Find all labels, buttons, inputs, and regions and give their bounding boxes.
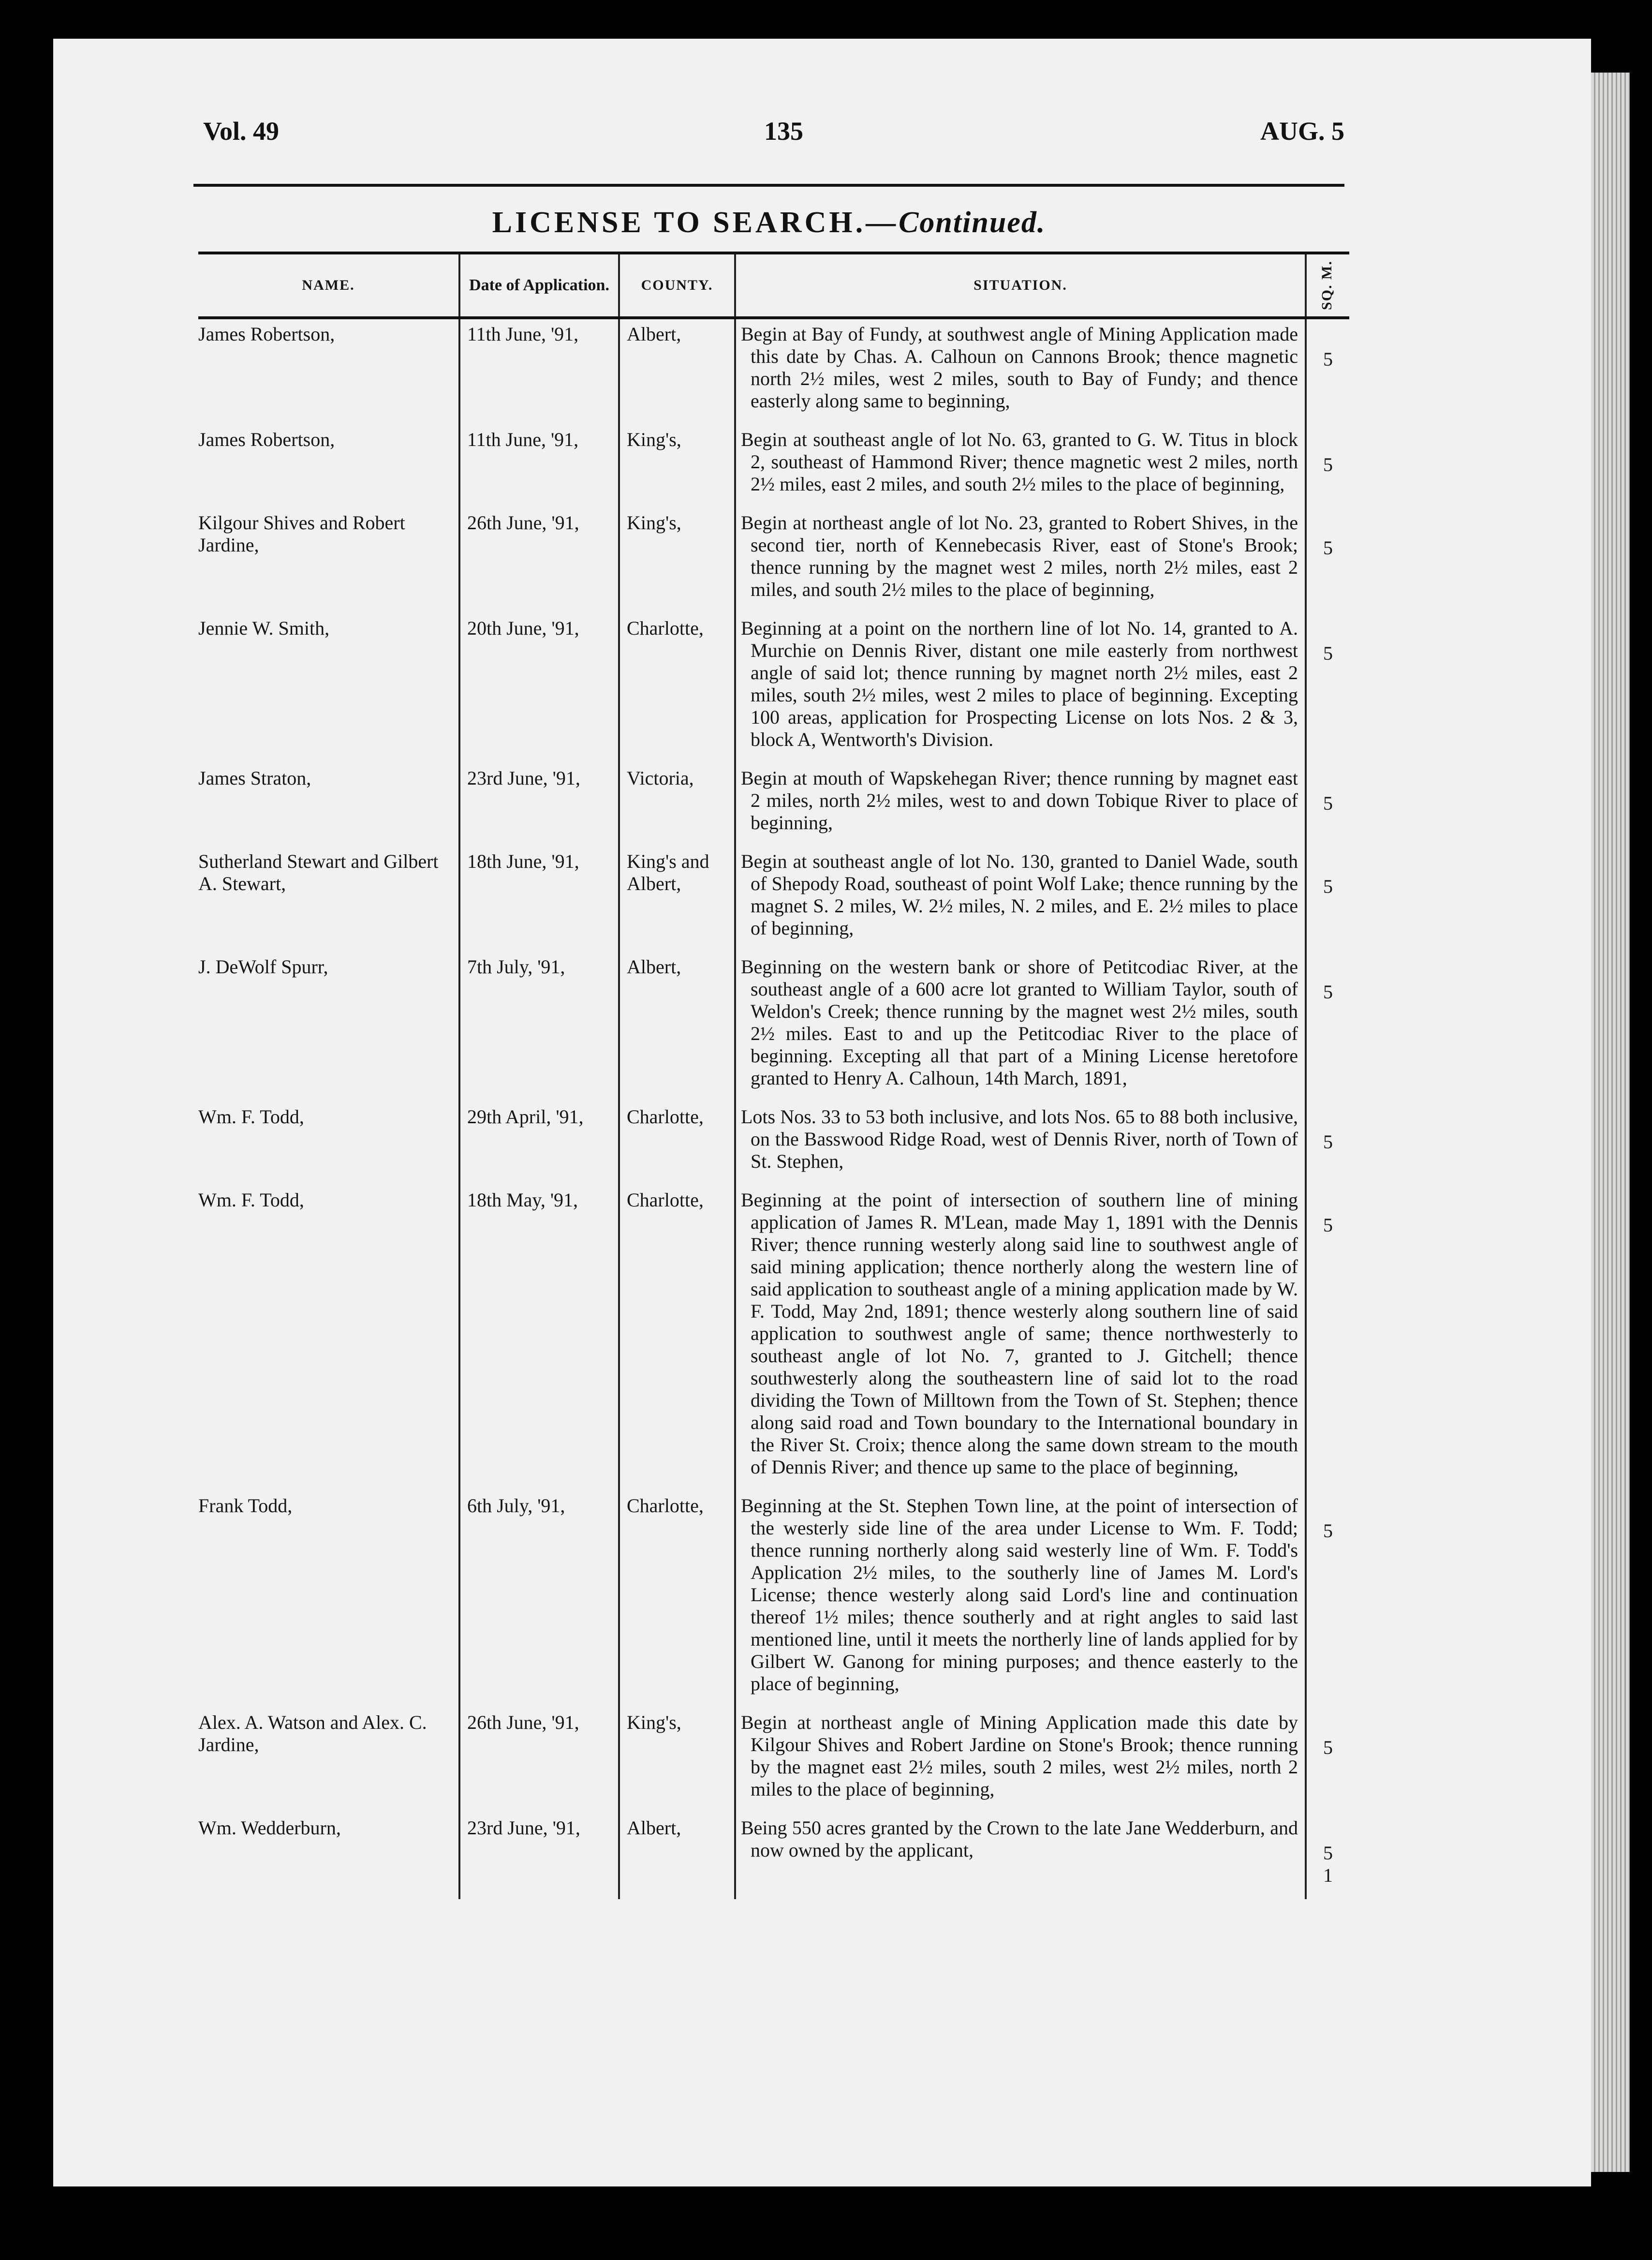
entry-date: 7th July, '91, bbox=[459, 952, 619, 1102]
entry-date: 11th June, '91, bbox=[459, 425, 619, 508]
entry-situation: Beginning at a point on the northern line of lot No. 14, granted to A. Murchie on Dennis River, distant one mile easterly from northwest angle of said lot; thence running by magnet north 2½ miles, east 2 miles, south 2½ miles, west 2 miles to place of beginning. Excepting 100 areas, application for Prospecting License on lots Nos. 2 & 3, block A, Wentworth's Division. bbox=[735, 613, 1306, 763]
volume-label: Vol. 49 bbox=[203, 117, 280, 146]
entry-date: 26th June, '91, bbox=[459, 508, 619, 613]
column-header-date: Date of Application. bbox=[459, 253, 619, 318]
entry-date: 29th April, '91, bbox=[459, 1102, 619, 1185]
column-header-county: COUNTY. bbox=[619, 253, 735, 318]
month-marker: AUG. 5 bbox=[1260, 117, 1344, 146]
column-header-sq-m: SQ. M. bbox=[1306, 253, 1349, 318]
running-head-text bbox=[193, 116, 1344, 160]
entry-situation: Beginning at the point of intersection of southern line of mining application of James R. M'Lean, made May 1, 1891 with the Dennis River; thence running westerly along said line to southwest angle of said mining application; thence northerly along the western line of said application to southeast angle of a mining application made by W. F. Todd, May 2nd, 1891; thence westerly along southern line of said application to southwest angle of same; thence northwesterly to southeast angle of lot No. 7, granted to J. Gitchell; thence southwesterly along the southeastern line of said lot to the road dividing the Town of Milltown from the Town of St. Stephen; thence along said road and Town boundary to the International boundary in the River St. Croix; thence along the same down stream to the mouth of Dennis River; and thence up same to the place of beginning, bbox=[735, 1185, 1306, 1491]
column-header-name: NAME. bbox=[198, 253, 459, 318]
table-row bbox=[198, 1708, 1349, 1813]
entry-name: Frank Todd, bbox=[198, 1495, 293, 1517]
entry-date: 23rd June, '91, bbox=[459, 1813, 619, 1899]
entry-sq-m: 5 bbox=[1306, 1102, 1349, 1185]
section-title bbox=[193, 206, 1344, 240]
entry-sq-m: 5 bbox=[1306, 1185, 1349, 1491]
entry-situation: Beginning at the St. Stephen Town line, at the point of intersection of the westerly side line of the area under License to Wm. F. Todd; thence running northerly along said westerly line of Wm. F. Todd's Application 2½ miles, to the southerly line of James M. Lord's License; thence westerly along said Lord's line and continuation thereof 1½ miles; thence southerly and at right angles to said last mentioned line, until it meets the northerly line of lands applied for by Gilbert W. Ganong for mining purposes; and thence easterly to the place of beginning, bbox=[735, 1491, 1306, 1708]
entry-situation: Begin at southeast angle of lot No. 63, granted to G. W. Titus in block 2, southeast of Hammond River; thence magnetic west 2 miles, north 2½ miles, east 2 miles, and south 2½ miles to the place of beginning, bbox=[735, 425, 1306, 508]
entry-date: 23rd June, '91, bbox=[459, 763, 619, 847]
entry-county: King's, bbox=[619, 425, 735, 508]
entry-name: Kilgour Shives and Robert Jardine, bbox=[198, 512, 405, 556]
entry-name: James Straton, bbox=[198, 767, 311, 789]
entry-name: Alex. A. Watson and Alex. C. Jardine, bbox=[198, 1711, 427, 1755]
column-header-situation: SITUATION. bbox=[735, 253, 1306, 318]
entry-county: Albert, bbox=[619, 318, 735, 425]
entry-sq-m: 5 bbox=[1306, 763, 1349, 847]
entry-county: Victoria, bbox=[619, 763, 735, 847]
entry-name: Jennie W. Smith, bbox=[198, 617, 330, 639]
header-rule bbox=[193, 184, 1344, 187]
page-number: 135 bbox=[764, 117, 803, 146]
entry-sq-m: 5 bbox=[1306, 1708, 1349, 1813]
entry-date: 6th July, '91, bbox=[459, 1491, 619, 1708]
entry-county: Albert, bbox=[619, 952, 735, 1102]
entry-date: 18th June, '91, bbox=[459, 847, 619, 952]
license-table bbox=[198, 252, 1349, 1899]
entry-sq-m: 5 bbox=[1306, 508, 1349, 613]
entry-situation: Lots Nos. 33 to 53 both inclusive, and lots Nos. 65 to 88 both inclusive, on the Basswood Ridge Road, west of Dennis River, north of Town of St. Stephen, bbox=[735, 1102, 1306, 1185]
entry-county: King's, bbox=[619, 1708, 735, 1813]
entry-name: J. DeWolf Spurr, bbox=[198, 956, 328, 978]
table-header-row bbox=[198, 253, 1349, 318]
entry-county: Charlotte, bbox=[619, 1185, 735, 1491]
table-row bbox=[198, 1813, 1349, 1899]
entry-name: James Robertson, bbox=[198, 429, 335, 450]
entry-situation: Being 550 acres granted by the Crown to the late Jane Wedderburn, and now owned by the applicant, bbox=[735, 1813, 1306, 1899]
entry-name: Wm. F. Todd, bbox=[198, 1106, 304, 1128]
table-row bbox=[198, 952, 1349, 1102]
section-title-main: LICENSE TO SEARCH.— bbox=[492, 206, 899, 239]
entry-sq-m: 5 bbox=[1306, 425, 1349, 508]
table-row bbox=[198, 508, 1349, 613]
entry-county: Charlotte, bbox=[619, 1102, 735, 1185]
entry-situation: Begin at northeast angle of lot No. 23, granted to Robert Shives, in the second tier, north of Kennebecasis River, east of Stone's Brook; thence running by the magnet west 2 miles, north 2½ miles, east 2 miles, and south 2½ miles to the place of beginning, bbox=[735, 508, 1306, 613]
entry-county: King's, bbox=[619, 508, 735, 613]
table-row bbox=[198, 1491, 1349, 1708]
entry-date: 18th May, '91, bbox=[459, 1185, 619, 1491]
entry-sq-m: 5 bbox=[1306, 1491, 1349, 1708]
entry-county: Charlotte, bbox=[619, 1491, 735, 1708]
table-row bbox=[198, 318, 1349, 425]
table-row bbox=[198, 425, 1349, 508]
entry-situation: Begin at northeast angle of Mining Application made this date by Kilgour Shives and Robert Jardine on Stone's Brook; thence running by the magnet east 2½ miles, south 2 miles, west 2½ miles, north 2 miles to the place of beginning, bbox=[735, 1708, 1306, 1813]
book-page-edge bbox=[1591, 73, 1630, 2172]
entry-situation: Begin at Bay of Fundy, at southwest angle of Mining Application made this date by Chas. A. Calhoun on Cannons Brook; thence magnetic north 2½ miles, west 2 miles, south to Bay of Fundy; and thence easterly along same to beginning, bbox=[735, 318, 1306, 425]
entry-situation: Beginning on the western bank or shore of Petitcodiac River, at the southeast angle of a 600 acre lot granted to William Taylor, south of Weldon's Creek; thence running by the magnet west 2½ miles, south 2½ miles. East to and up the Petitcodiac River to the place of beginning. Excepting all that part of a Mining License heretofore granted to Henry A. Calhoun, 14th March, 1891, bbox=[735, 952, 1306, 1102]
entry-date: 26th June, '91, bbox=[459, 1708, 619, 1813]
entry-county: King's and Albert, bbox=[619, 847, 735, 952]
entry-county: Albert, bbox=[619, 1813, 735, 1899]
entry-name: Sutherland Stewart and Gilbert A. Stewart, bbox=[198, 850, 439, 894]
entry-sq-m: 5 bbox=[1306, 952, 1349, 1102]
entry-situation: Begin at mouth of Wapskehegan River; thence running by magnet east 2 miles, north 2½ miles, west to and down Tobique River to place of beginning, bbox=[735, 763, 1306, 847]
running-head bbox=[247, 155, 1398, 198]
table-row bbox=[198, 1102, 1349, 1185]
table-row bbox=[198, 1185, 1349, 1491]
entry-sq-m: 5 1 bbox=[1306, 1813, 1349, 1899]
entry-name: Wm. F. Todd, bbox=[198, 1189, 304, 1211]
entry-name: James Robertson, bbox=[198, 323, 335, 345]
entry-sq-m: 5 bbox=[1306, 847, 1349, 952]
table-body bbox=[198, 318, 1349, 1899]
table-row bbox=[198, 763, 1349, 847]
entry-situation: Begin at southeast angle of lot No. 130, granted to Daniel Wade, south of Shepody Road, southeast of point Wolf Lake; thence running by the magnet S. 2 miles, W. 2½ miles, N. 2 miles, and E. 2½ miles to place of beginning, bbox=[735, 847, 1306, 952]
entry-sq-m: 5 bbox=[1306, 318, 1349, 425]
table-row bbox=[198, 613, 1349, 763]
table-row bbox=[198, 847, 1349, 952]
entry-sq-m: 5 bbox=[1306, 613, 1349, 763]
entry-name: Wm. Wedderburn, bbox=[198, 1817, 341, 1839]
entry-date: 20th June, '91, bbox=[459, 613, 619, 763]
entry-county: Charlotte, bbox=[619, 613, 735, 763]
section-title-continued: Continued. bbox=[899, 206, 1046, 239]
entry-date: 11th June, '91, bbox=[459, 318, 619, 425]
